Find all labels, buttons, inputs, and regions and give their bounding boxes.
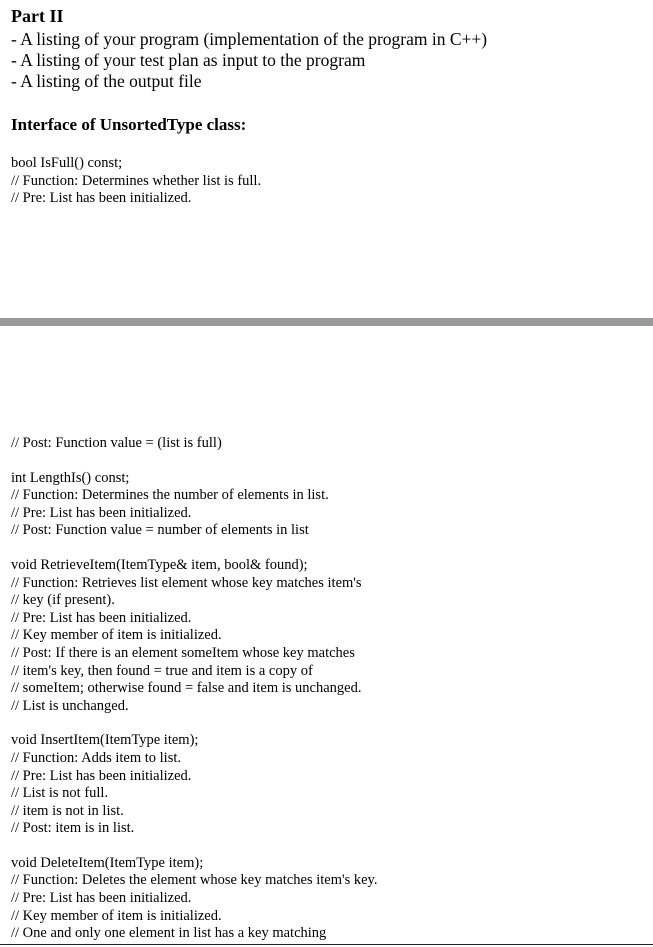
deliverable-item: - A listing of your program (implementation of the program in C++) — [11, 29, 488, 49]
code-line: // Post: Function value = (list is full) — [11, 435, 222, 451]
code-line: // Pre: List has been initialized. — [11, 504, 192, 521]
code-line: // Pre: List has been initialized. — [11, 767, 192, 784]
code-line: // Function: Determines whether list is full. — [11, 172, 262, 189]
code-line: void DeleteItem(ItemType item); — [11, 854, 204, 871]
code-line: // Post: Function value = number of elements in list — [11, 522, 309, 539]
code-line: // Post: item is in list. — [11, 820, 135, 837]
lengthis-spec-block — [11, 470, 378, 540]
document-page-1 — [0, 0, 653, 318]
page-bottom-rule — [0, 944, 653, 945]
page2-spec-blocks — [11, 435, 378, 943]
isfull-post-block — [11, 435, 378, 453]
deleteitem-spec-block — [11, 855, 378, 943]
code-line: void RetrieveItem(ItemType& item, bool& found); — [11, 556, 308, 573]
code-line: // List is not full. — [11, 785, 109, 802]
code-line: void InsertItem(ItemType item); — [11, 732, 199, 749]
code-line: // Key member of item is initialized. — [11, 627, 222, 644]
code-line: // someItem; otherwise found = false and item is unchanged. — [11, 680, 362, 697]
part-title: Part II — [11, 6, 64, 26]
interface-heading: Interface of UnsortedType class: — [11, 115, 247, 134]
deliverable-item: - A listing of your test plan as input to the program — [11, 50, 366, 70]
code-line: // Function: Deletes the element whose key matches item's key. — [11, 872, 378, 889]
insertitem-spec-block — [11, 732, 378, 838]
code-line: int LengthIs() const; — [11, 469, 130, 486]
isfull-spec-block — [11, 155, 261, 208]
code-line: // item's key, then found = true and item is a copy of — [11, 662, 313, 679]
code-line: // Pre: List has been initialized. — [11, 890, 192, 907]
code-line: // key (if present). — [11, 592, 115, 609]
code-line: // Pre: List has been initialized. — [11, 190, 192, 207]
code-line: // Function: Adds item to list. — [11, 749, 181, 766]
code-line: // Post: If there is an element someItem whose key matches — [11, 644, 355, 661]
code-line: bool IsFull() const; — [11, 155, 123, 171]
deliverable-item: - A listing of the output file — [11, 71, 202, 91]
code-line: // List is unchanged. — [11, 697, 129, 714]
code-line: // Function: Retrieves list element whose key matches item's — [11, 574, 362, 591]
code-line: // Pre: List has been initialized. — [11, 609, 192, 626]
code-line: // Key member of item is initialized. — [11, 907, 222, 924]
retrieveitem-spec-block — [11, 557, 378, 715]
code-line: // One and only one element in list has a key matching — [11, 925, 327, 942]
deliverables-list — [11, 29, 487, 92]
code-line: // item is not in list. — [11, 802, 124, 819]
code-line: // Function: Determines the number of elements in list. — [11, 487, 329, 504]
page-separator — [0, 318, 653, 326]
document-page-2 — [0, 326, 653, 947]
